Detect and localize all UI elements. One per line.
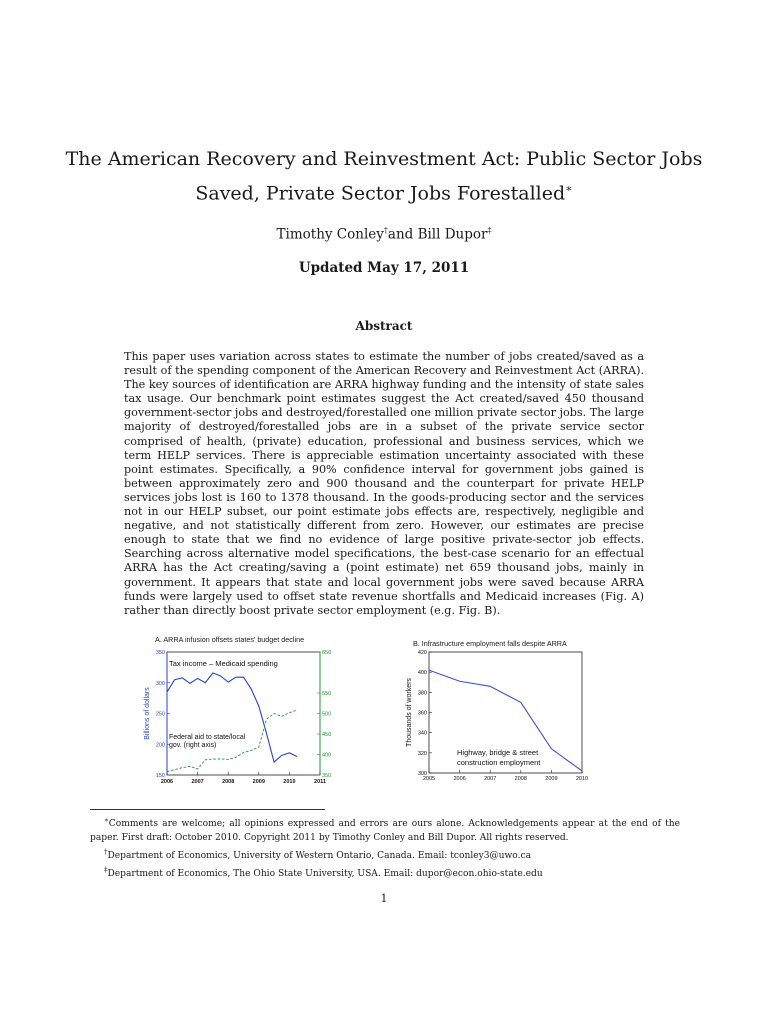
- x-tick-label-b: 2010: [575, 776, 589, 782]
- x-tick-label-a: 2006: [160, 779, 174, 785]
- x-tick-label-b: 2007: [484, 776, 497, 782]
- x-tick-label-a: 2011: [314, 779, 326, 785]
- abstract-heading: Abstract: [355, 319, 413, 333]
- figure-b-title: B. Infrastructure employment falls despite ARRA: [413, 639, 567, 648]
- series-label-highway-line: construction employment: [457, 758, 541, 767]
- series-label-tax: Tax income – Medicaid spending: [169, 659, 278, 668]
- series-label-federal-aid-line: Federal aid to state/local: [169, 734, 246, 741]
- y-tick-label-a: 150: [155, 773, 165, 779]
- authors: [60, 226, 708, 243]
- y-tick-label-a: 300: [155, 680, 165, 687]
- x-tick-label-b: 2005: [422, 776, 436, 782]
- series-label-highway: [457, 748, 541, 767]
- footnote-2-mark: †: [104, 848, 108, 857]
- y-tick-label-b: 360: [417, 710, 427, 717]
- author-2: and Bill Dupor: [387, 226, 488, 243]
- y2-tick-label-a: 450: [322, 732, 332, 738]
- title-line-2-text: Saved, Private Sector Jobs Forestalled: [195, 182, 566, 205]
- series-label-federal-aid: [169, 734, 246, 749]
- footnote-1-mark: ∗: [104, 816, 109, 824]
- footnote-1-text: Comments are welcome; all opinions expressed and errors are ours alone. Acknowledgements appear at the end of the paper. First draft: October 2010. Copyright 2011 by Timothy Conley and Bill Dupor. All rights reserved.: [90, 819, 680, 844]
- title-line-2: [60, 174, 708, 208]
- y-axis-label-a: Billions of dollars: [144, 687, 151, 740]
- y2-tick-label-a: 400: [322, 752, 332, 759]
- y-axis-label-b: Thousands of workers: [406, 678, 413, 747]
- series-label-federal-aid-line: gov. (right axis): [169, 742, 217, 749]
- y2-tick-label-a: 550: [322, 691, 332, 697]
- footnotes: [90, 813, 680, 881]
- x-tick-label-b: 2008: [514, 776, 527, 782]
- y-tick-label-b: 380: [417, 690, 427, 697]
- y2-tick-label-a: 650: [322, 650, 332, 656]
- y2-tick-label-a: 350: [322, 773, 332, 779]
- y2-tick-label-a: 500: [322, 711, 332, 718]
- author-2-mark: ‡: [487, 226, 492, 235]
- footnote-2-text: Department of Economics, University of Western Ontario, Canada. Email: tconley3@uwo.ca: [107, 851, 532, 862]
- title-footnote-mark: ∗: [565, 182, 573, 195]
- y-tick-label-b: 320: [417, 750, 427, 757]
- x-tick-label-b: 2006: [453, 776, 466, 782]
- y-tick-label-a: 250: [155, 711, 165, 718]
- figure-b-chart: [395, 645, 600, 785]
- paper-title: [60, 144, 708, 208]
- series-label-highway-line: Highway, bridge & street: [457, 748, 539, 757]
- abstract-body: This paper uses variation across states to estimate the number of jobs created/saved as a result of the spending component of the American Recovery and Reinvestment Act (ARRA). The key sources of identification are ARRA highway funding and the intensity of state sales tax usage. Our benchmark point estimates suggest the Act created/saved 450 thousand government-sector jobs and destroyed/forestalled one million private sector jobs. The large majority of destroyed/forestalled jobs are in a subset of the private service sector comprised of health, (private) education, professional and business services, which we term HELP services. There is appreciable estimation uncertainty associated with these point estimates. Specifically, a 90% confidence interval for government jobs gained is between approximately zero and 900 thousand and the counterpart for private HELP services jobs lost is 160 to 1378 thousand. In the goods-producing sector and the services not in our HELP subset, our point estimate jobs effects are, respectively, negligible and negative, and not statistically different from zero. However, our estimates are precise enough to state that we find no evidence of large positive private-sector job effects. Searching across alternative model specifications, the best-case scenario for an effectual ARRA has the Act creating/saving a (point estimate) net 659 thousand jobs, mainly in government. It appears that state and local government jobs were saved because ARRA funds were largely used to offset state revenue shortfalls and Medicaid increases (Fig. A) rather than directly boost private sector employment (e.g. Fig. B).: [124, 350, 644, 617]
- footnote-3-text: Department of Economics, The Ohio State University, USA. Email: dupor@econ.ohio-state.edu: [107, 869, 543, 880]
- footnote-rule: [90, 809, 325, 810]
- x-tick-label-b: 2009: [545, 776, 558, 782]
- footnote-3-mark: ‡: [104, 866, 108, 875]
- y-tick-label-b: 340: [417, 730, 427, 737]
- y-tick-label-a: 350: [155, 650, 165, 656]
- footnote-2: [90, 845, 680, 863]
- y-tick-label-b: 400: [417, 670, 427, 677]
- x-tick-label-a: 2007: [191, 779, 204, 785]
- page-number: 1: [380, 892, 388, 905]
- x-tick-label-a: 2010: [283, 779, 296, 785]
- y-tick-label-b: 420: [417, 650, 427, 656]
- author-1: Timothy Conley: [276, 226, 384, 243]
- y-tick-label-b: 300: [417, 771, 427, 777]
- y-tick-label-a: 200: [155, 742, 165, 749]
- figure-a-chart: [125, 645, 355, 785]
- footnote-3: [90, 863, 680, 881]
- author-1-mark: †: [383, 226, 388, 235]
- figure-a-title: A. ARRA infusion offsets states' budget decline: [155, 635, 305, 644]
- title-line-1: The American Recovery and Reinvestment Act: Public Sector Jobs: [65, 148, 703, 170]
- x-tick-label-a: 2008: [222, 779, 235, 785]
- x-tick-label-a: 2009: [252, 779, 265, 785]
- footnote-1: [90, 813, 680, 845]
- paper-date: Updated May 17, 2011: [298, 260, 470, 276]
